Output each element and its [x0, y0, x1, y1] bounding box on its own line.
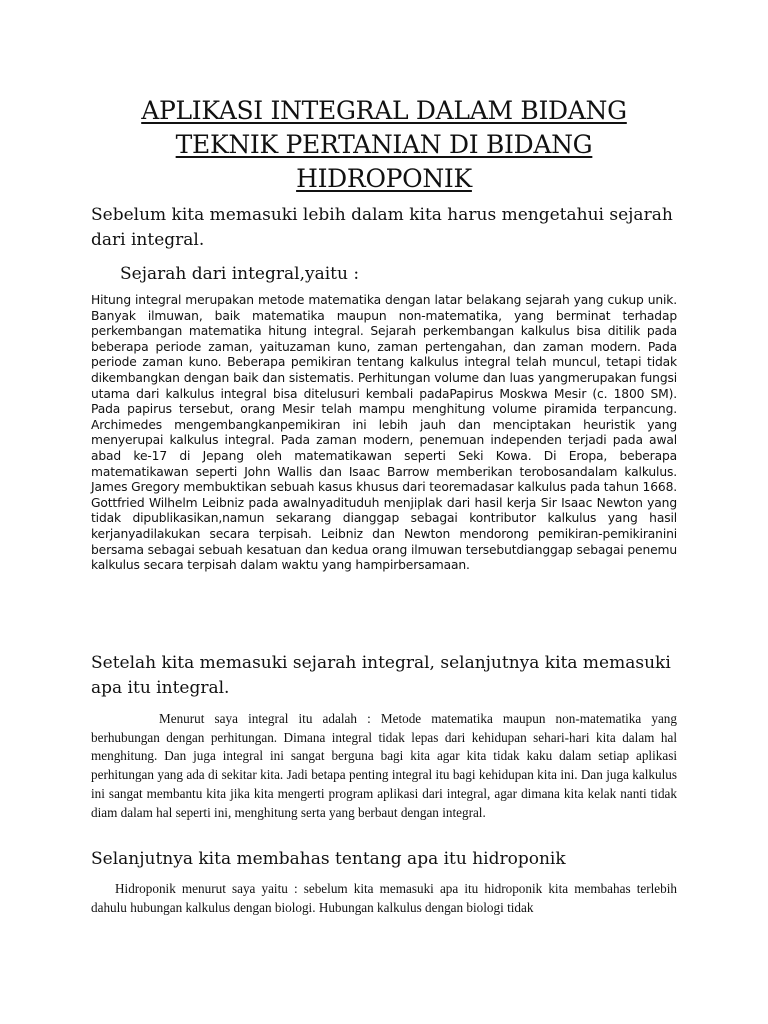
history-paragraph: Hitung integral merupakan metode matematika dengan latar belakang sejarah yang cukup unik. Banyak ilmuwan, baik matematika maupun non-matematika, yang berminat terhadap perkembangan matematika hitung integral. Sejarah perkembangan kalkulus bisa ditilik pada beberapa periode zaman, yaituzaman kuno, zaman pertengahan, dan zaman modern. Pada periode zaman kuno. Beberapa pemikiran tentang kalkulus integral telah muncul, tetapi tidak dikembangkan dengan baik dan sistematis. Perhitungan volume dan luas yangmerupakan fungsi utama dari kalkulus integral bisa ditelusuri kembali padaPapirus Moskwa Mesir (c. 1800 SM). Pada papirus tersebut, orang Mesir telah mampu menghitung volume piramida terpancung. Archimedes mengembangkanpemikiran ini lebih jauh dan menciptakan heuristik yang menyerupai kalkulus integral. Pada zaman modern, penemuan independen terjadi pada awal abad ke-17 di Jepang oleh matematikawan seperti Seki Kowa. Di Eropa, beberapa matematikawan seperti John Wallis dan Isaac Barrow memberikan terobosandalam kalkulus. James Gregory membuktikan sebuah kasus khusus dari teoremadasar kalkulus pada tahun 1668. Gottfried Wilhelm Leibniz pada awalnyadituduh menjiplak dari hasil kerja Sir Isaac Newton yang tidak dipublikasikan,namun sekarang dianggap sebagai kontributor kalkulus yang hasil kerjanyadilakukan secara terpisah. Leibniz dan Newton mendorong pemikiran-pemikiranini bersama sebagai sebuah kesatuan dan kedua orang ilmuwan tersebutdianggap sebagai penemu kalkulus secara terpisah dalam waktu yang hampirbersamaan.	[91, 293, 677, 573]
transition-paragraph: Setelah kita memasuki sejarah integral, selanjutnya kita memasuki apa itu integral.	[91, 653, 671, 698]
intro-paragraph: Sebelum kita memasuki lebih dalam kita harus mengetahui sejarah dari integral.	[91, 205, 673, 250]
hydroponic-paragraph: Hidroponik menurut saya yaitu : sebelum kita memasuki apa itu hidroponik kita membahas terlebih dahulu hubungan kalkulus dengan biologi. Hubungan kalkulus dengan biologi tidak	[91, 881, 677, 915]
integral-definition-paragraph: Menurut saya integral itu adalah : Metode matematika maupun non-matematika yang berhubungan dengan perhitungan. Dimana integral tidak lepas dari kehidupan sehari-hari kita dalam hal menghitung. Dan juga integral ini sangat berguna bagi kita agar kita tidak kaku dalam setiap aplikasi perhitungan yang ada di sekitar kita. Jadi betapa penting integral itu bagi kehidupan kita ini. Dan juga kalkulus ini sangat membantu kita jika kita mengerti program aplikasi dari integral, agar dimana kita kelak nanti tidak diam dalam hal seperti ini, menghitung serta yang berbaut dengan integral.	[91, 711, 677, 820]
hydroponic-heading: Selanjutnya kita membahas tentang apa itu hidroponik	[91, 849, 566, 869]
history-heading: Sejarah dari integral,yaitu :	[120, 264, 360, 284]
document-title: APLIKASI INTEGRAL DALAM BIDANG TEKNIK PERTANIAN DI BIDANG HIDROPONIK	[141, 96, 627, 193]
